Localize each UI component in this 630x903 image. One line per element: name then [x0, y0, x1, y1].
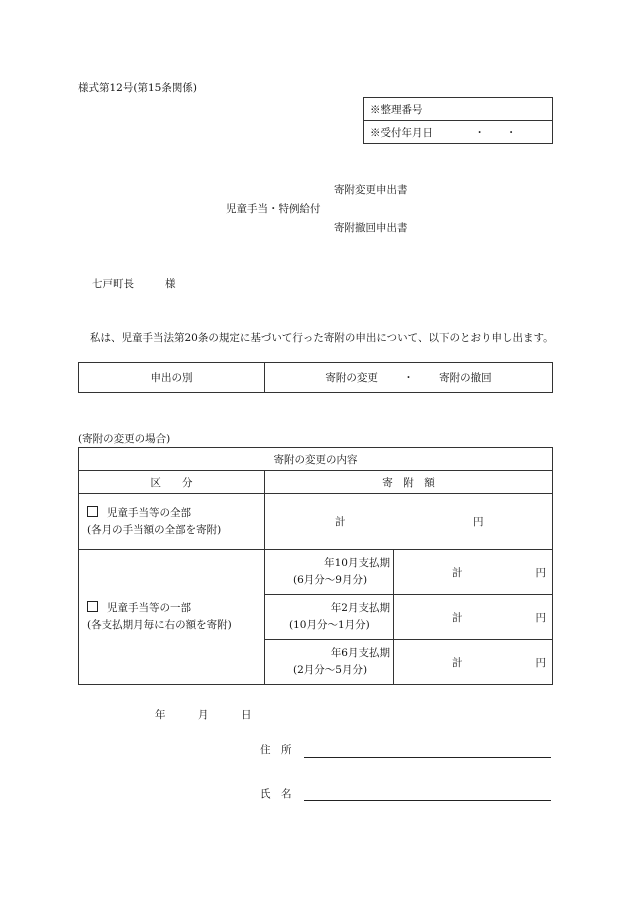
- reference-number-label: ※整理番号: [370, 103, 423, 116]
- all-category-cell: [79, 494, 265, 550]
- request-type-label: 申出の別: [150, 372, 193, 384]
- period-2-title: 年2月支払期: [330, 602, 390, 614]
- statement-text: 私は、児童手当法第20条の規定に基づいて行った寄附の申出について、以下のとおり申し出ます。: [90, 332, 554, 344]
- change-section-caption: (寄附の変更の場合): [78, 433, 171, 445]
- option-withdraw[interactable]: 寄附の撤回: [439, 372, 492, 384]
- period-1-range: (6月分〜9月分): [293, 574, 368, 586]
- period-2-unit: 円: [535, 612, 546, 624]
- amount-header: [265, 471, 553, 494]
- request-type-table: [78, 362, 553, 393]
- period-3-range: (2月分〜5月分): [293, 664, 368, 676]
- request-type-label-cell: [79, 363, 265, 393]
- all-checkbox-label: 児童手当等の全部: [107, 506, 191, 519]
- name-label: 氏 名: [260, 788, 292, 800]
- change-contents-header-text: 寄附の変更の内容: [273, 453, 358, 466]
- office-use-box: [363, 97, 553, 144]
- receipt-date-label: ※受付年月日: [370, 126, 433, 139]
- receipt-date-cell[interactable]: [364, 121, 553, 144]
- period-3-cell: [265, 640, 394, 685]
- partial-checkbox-row[interactable]: [87, 600, 264, 617]
- title-option-withdraw: 寄附撤回申出書: [334, 222, 408, 234]
- amount-header-text: 寄 附 額: [382, 476, 435, 489]
- period-1-unit: 円: [535, 567, 546, 579]
- all-checkbox-row[interactable]: [87, 505, 264, 522]
- category-header: [79, 471, 265, 494]
- partial-checkbox[interactable]: [87, 601, 98, 612]
- request-type-value-cell[interactable]: [265, 363, 553, 393]
- period-1-title: 年10月支払期: [324, 557, 390, 569]
- partial-note: (各支払期月毎に右の額を寄附): [87, 619, 232, 631]
- partial-checkbox-label: 児童手当等の一部: [107, 602, 191, 614]
- period-1-total-label: 計: [452, 567, 463, 579]
- change-contents-table: [78, 447, 553, 685]
- date-year: 年: [155, 709, 166, 721]
- period-1-amount-cell[interactable]: [394, 550, 553, 595]
- all-amount-cell[interactable]: [265, 494, 553, 550]
- title-prefix: 児童手当・特例給付: [226, 203, 321, 215]
- all-checkbox[interactable]: [87, 506, 98, 517]
- period-2-total-label: 計: [452, 612, 463, 624]
- option-separator: ・: [403, 372, 414, 384]
- date-day: 日: [241, 709, 252, 721]
- name-field-line[interactable]: [304, 800, 551, 801]
- reference-number-cell[interactable]: [364, 98, 553, 121]
- period-2-amount-cell[interactable]: [394, 595, 553, 640]
- option-change[interactable]: 寄附の変更: [325, 372, 378, 384]
- receipt-date-dots: ・ ・: [474, 126, 517, 139]
- all-unit: 円: [473, 516, 484, 528]
- period-3-amount-cell[interactable]: [394, 640, 553, 685]
- period-2-cell: [265, 595, 394, 640]
- form-number: 様式第12号(第15条関係): [78, 82, 197, 94]
- period-3-unit: 円: [535, 657, 546, 669]
- period-3-title: 年6月支払期: [330, 647, 390, 659]
- partial-category-cell: [79, 550, 265, 685]
- all-note: (各月の手当額の全部を寄附): [87, 523, 222, 536]
- addressee-name: 七戸町長: [92, 278, 134, 290]
- period-2-range: (10月分〜1月分): [289, 619, 370, 631]
- date-month: 月: [198, 709, 209, 721]
- address-field-line[interactable]: [304, 757, 551, 758]
- category-header-text: 区 分: [150, 476, 193, 489]
- address-label: 住 所: [260, 744, 292, 756]
- period-1-cell: [265, 550, 394, 595]
- change-contents-header: [79, 448, 553, 471]
- addressee-honorific: 様: [165, 278, 176, 290]
- period-3-total-label: 計: [452, 657, 463, 669]
- title-option-change: 寄附変更申出書: [334, 184, 408, 196]
- all-total-label: 計: [335, 516, 346, 528]
